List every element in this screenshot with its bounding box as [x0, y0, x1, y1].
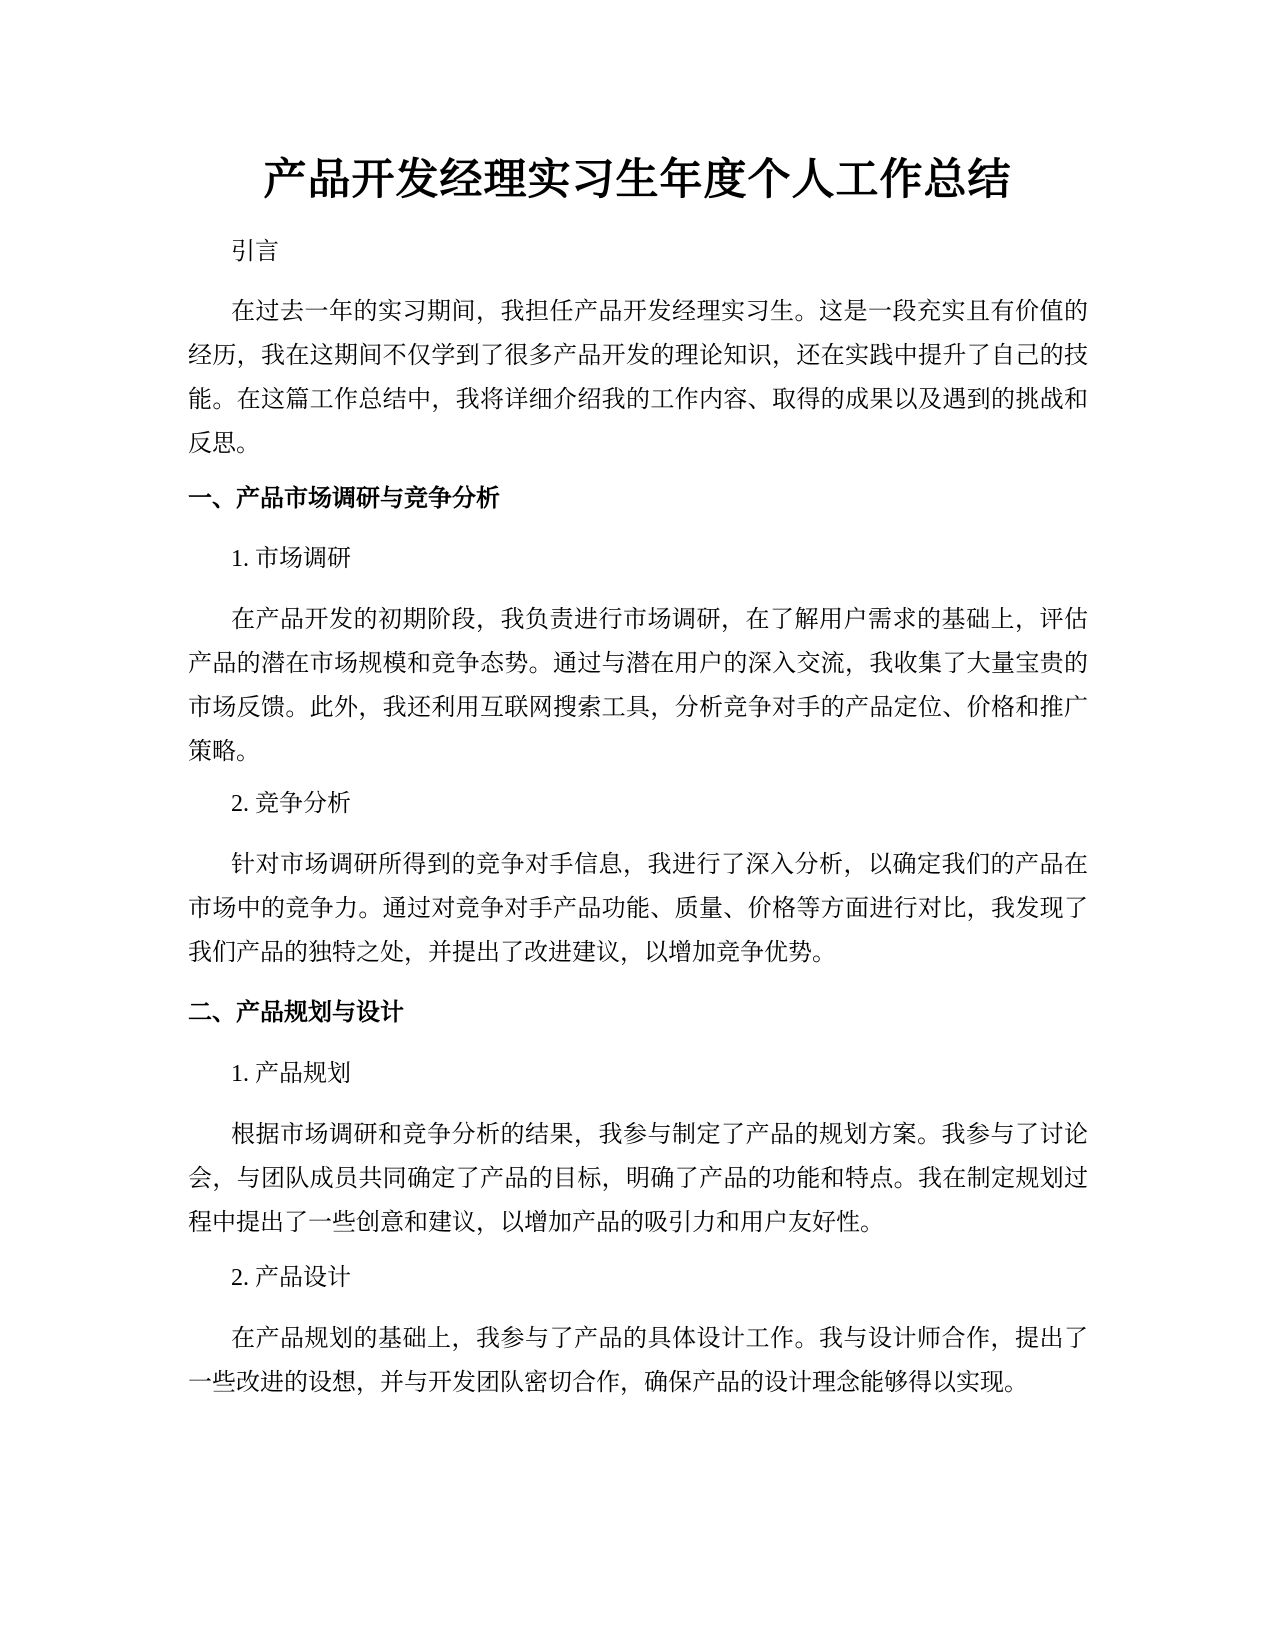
section-1-sub-1-paragraph: 在产品开发的初期阶段，我负责进行市场调研，在了解用户需求的基础上，评估产品的潜在市场规模和竞争态势。通过与潜在用户的深入交流，我收集了大量宝贵的市场反馈。此外，我还利用互联网搜索工具，分析竞争对手的产品定位、价格和推广策略。 [188, 607, 1088, 765]
section-1-sub-2-label: 2. 竞争分析 [231, 791, 351, 817]
intro-paragraph: 在过去一年的实习期间，我担任产品开发经理实习生。这是一段充实且有价值的经历，我在这期间不仅学到了很多产品开发的理论知识，还在实践中提升了自己的技能。在这篇工作总结中，我将详细介绍我的工作内容、取得的成果以及遇到的挑战和反思。 [188, 299, 1088, 457]
section-1-sub-1-label: 1. 市场调研 [231, 546, 351, 572]
section-2-sub-1-paragraph: 根据市场调研和竞争分析的结果，我参与制定了产品的规划方案。我参与了讨论会，与团队成员共同确定了产品的目标，明确了产品的功能和特点。我在制定规划过程中提出了一些创意和建议，以增加产品的吸引力和用户友好性。 [188, 1122, 1088, 1236]
intro-label: 引言 [231, 239, 279, 265]
section-2-sub-1-label: 1. 产品规划 [231, 1061, 351, 1087]
section-1-heading: 一、产品市场调研与竞争分析 [188, 484, 500, 512]
document-title: 产品开发经理实习生年度个人工作总结 [263, 155, 1012, 205]
section-2-sub-2-label: 2. 产品设计 [231, 1265, 351, 1291]
section-2-sub-2-paragraph: 在产品规划的基础上，我参与了产品的具体设计工作。我与设计师合作，提出了一些改进的设想，并与开发团队密切合作，确保产品的设计理念能够得以实现。 [188, 1326, 1088, 1396]
section-2-heading: 二、产品规划与设计 [188, 998, 404, 1026]
section-1-sub-2-paragraph: 针对市场调研所得到的竞争对手信息，我进行了深入分析，以确定我们的产品在市场中的竞争力。通过对竞争对手产品功能、质量、价格等方面进行对比，我发现了我们产品的独特之处，并提出了改进建议，以增加竞争优势。 [188, 852, 1088, 966]
